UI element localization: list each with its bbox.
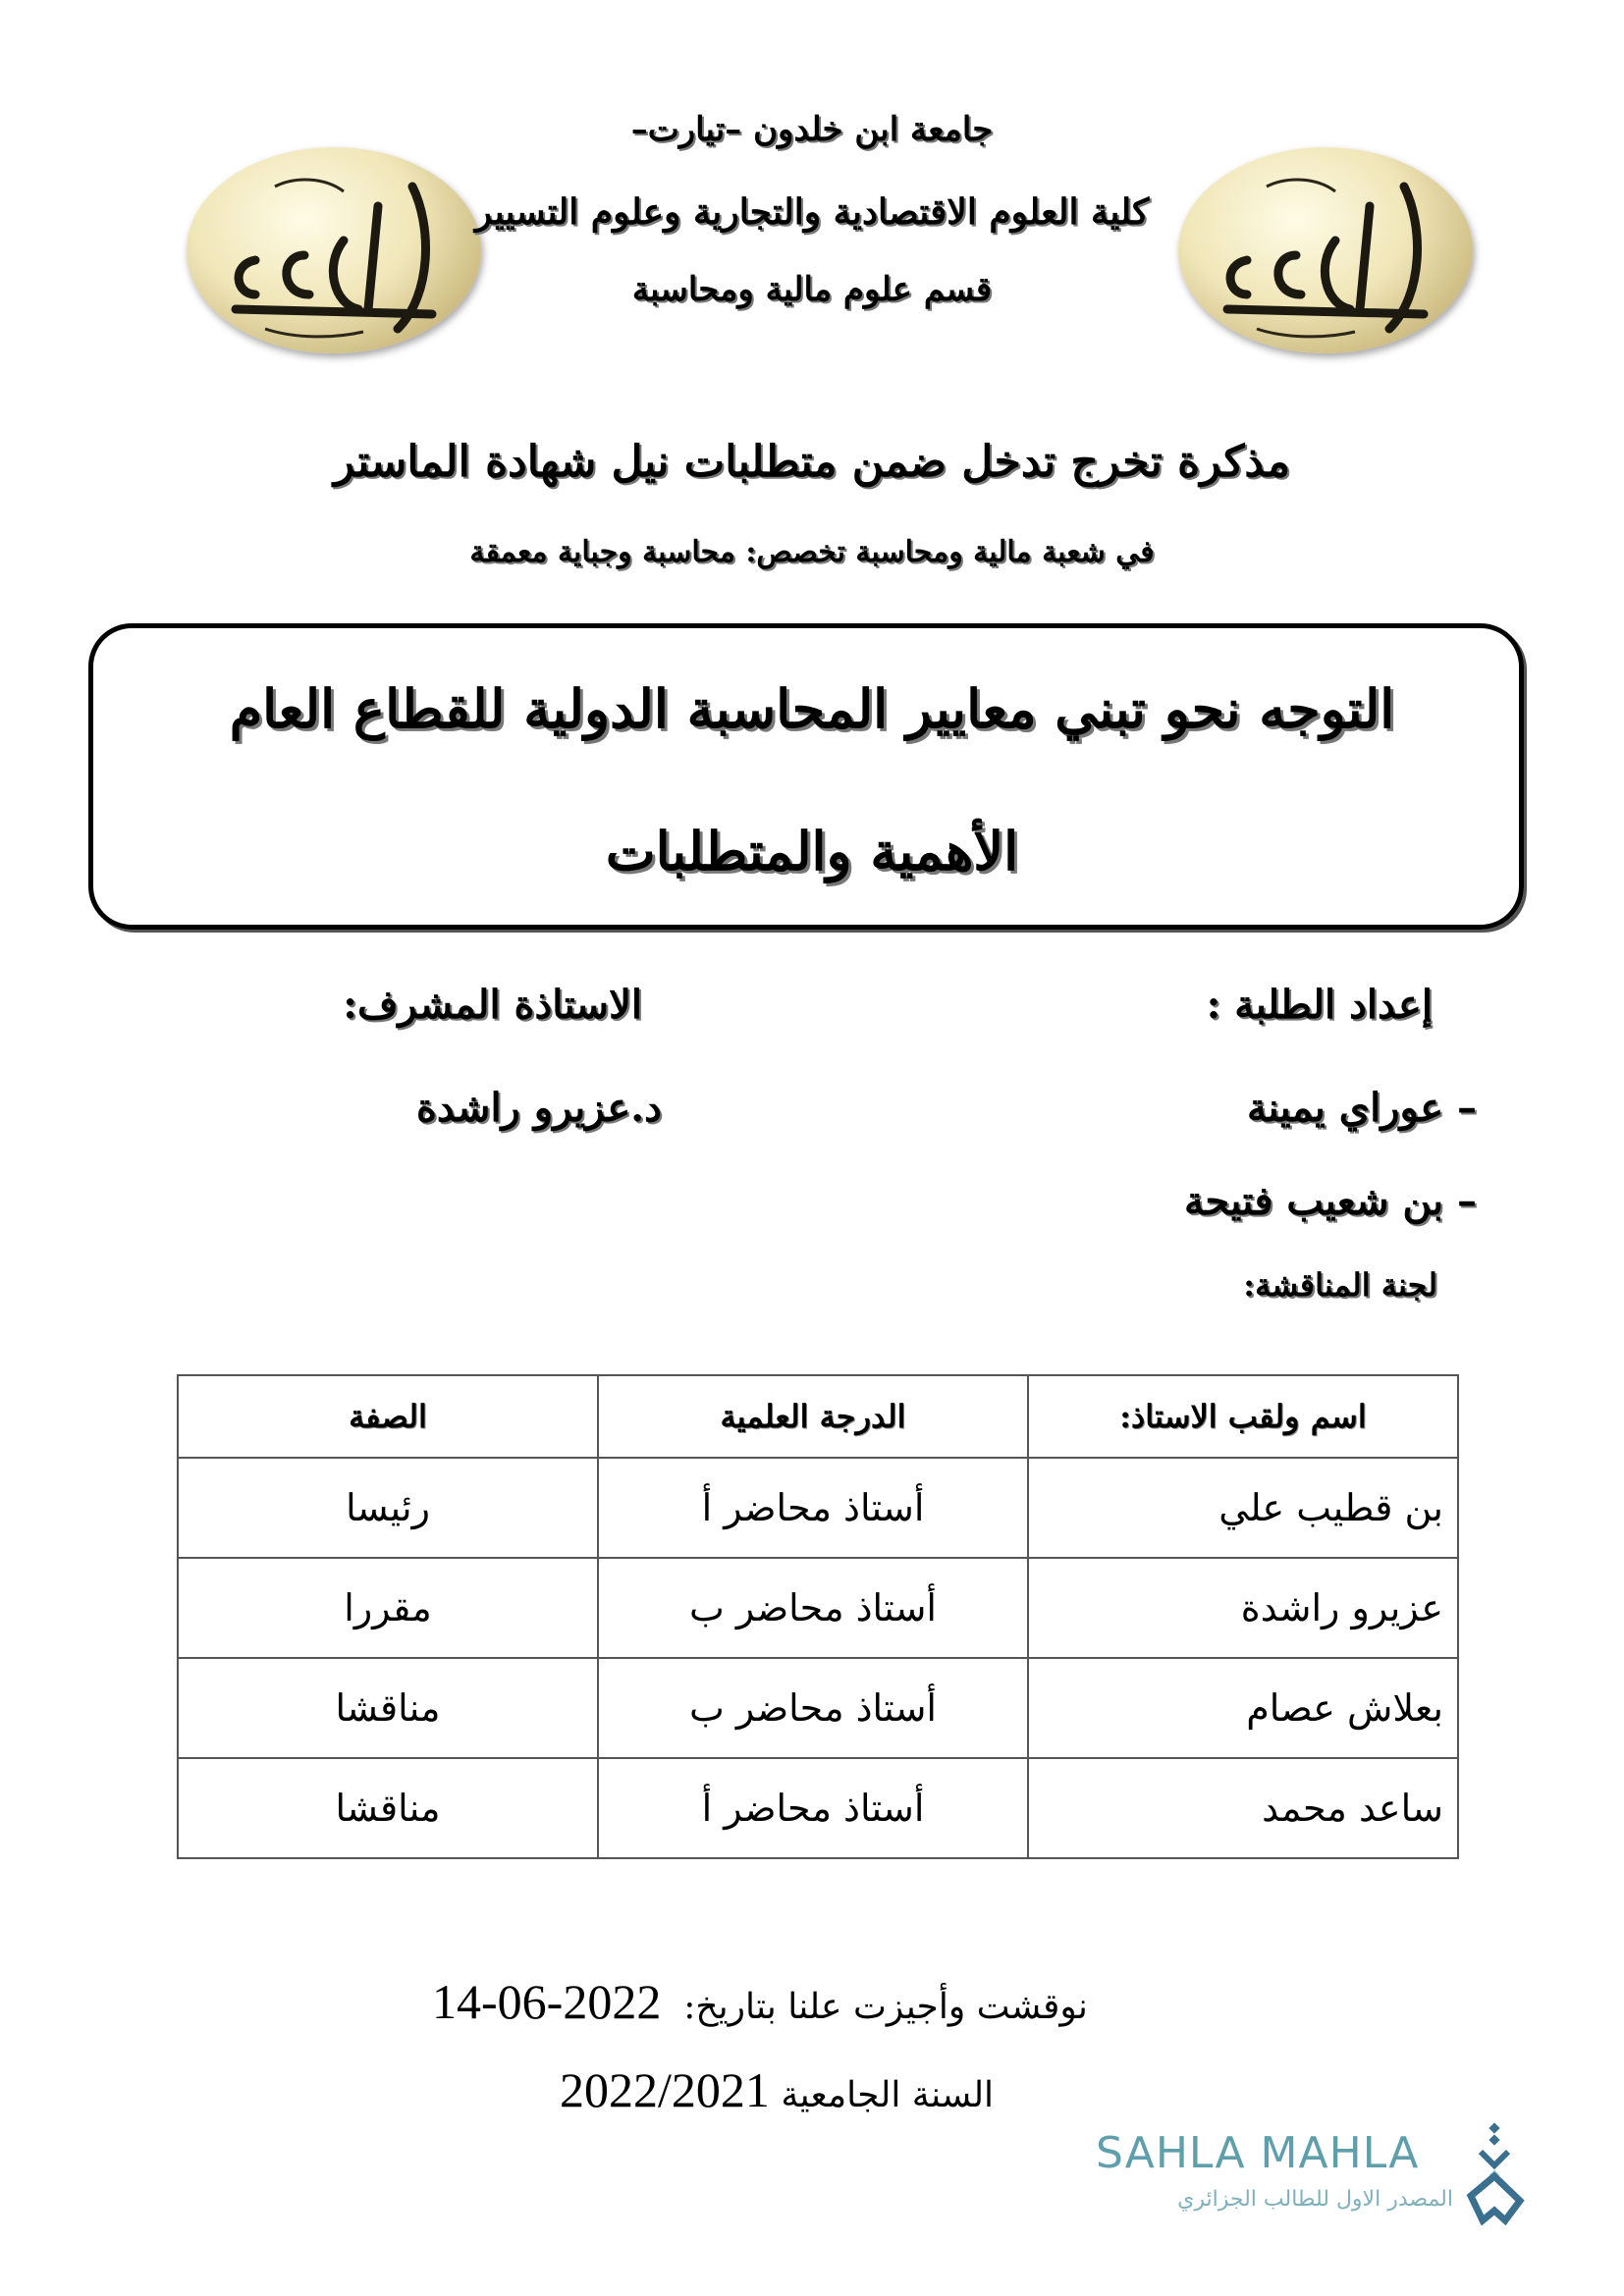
- member-role: مقررا: [178, 1558, 598, 1658]
- students-label: إعداد الطلبة :: [1206, 982, 1433, 1028]
- thesis-title-box: [88, 623, 1524, 930]
- defense-date: 2022-06-14: [432, 1974, 662, 2029]
- watermark-brand: SAHLA MAHLA: [1096, 2128, 1420, 2178]
- academic-year-line: [560, 2061, 994, 2118]
- defense-date-line: [432, 1973, 1088, 2030]
- year-label: السنة الجامعية: [781, 2075, 995, 2115]
- member-role: رئيسا: [178, 1458, 598, 1558]
- defense-label: نوقشت وأجيزت علنا بتاريخ:: [683, 1987, 1088, 2027]
- university-name: جامعة ابن خلدون –تيارت–: [630, 110, 994, 149]
- table-header-row: [178, 1375, 1458, 1458]
- header-rank: الدرجة العلمية: [598, 1375, 1028, 1458]
- member-rank: أستاذ محاضر أ: [598, 1458, 1028, 1558]
- thesis-title-line1: التوجه نحو تبني معايير المحاسبة الدولية للقطاع العام: [229, 677, 1395, 740]
- member-rank: أستاذ محاضر ب: [598, 1658, 1028, 1758]
- member-role: مناقشا: [178, 1658, 598, 1758]
- table-row: [178, 1558, 1458, 1658]
- header-role: الصفة: [178, 1375, 598, 1458]
- member-name: بن قطيب علي: [1028, 1458, 1458, 1558]
- member-name: عزيرو راشدة: [1028, 1558, 1458, 1658]
- faculty-name: كلية العلوم الاقتصادية والتجارية وعلوم التسيير: [474, 191, 1150, 233]
- degree-heading: مذكرة تخرج تدخل ضمن متطلبات نيل شهادة الماستر: [333, 437, 1291, 487]
- student-name-2: – بن شعيب فتيحة: [1183, 1178, 1477, 1224]
- member-rank: أستاذ محاضر أ: [598, 1758, 1028, 1858]
- student-name-1: – عوراي يمينة: [1247, 1085, 1477, 1131]
- department-name: قسم علوم مالية ومحاسبة: [631, 270, 993, 309]
- thesis-title-line2: الأهمية والمتطلبات: [605, 820, 1019, 882]
- member-name: ساعد محمد: [1028, 1758, 1458, 1858]
- watermark-tagline: المصدر الاول للطالب الجزائري: [1177, 2187, 1453, 2212]
- academic-year: 2022/2021: [560, 2062, 770, 2117]
- table-row: [178, 1458, 1458, 1558]
- member-role: مناقشا: [178, 1758, 598, 1858]
- supervisor-name: د.عزيرو راشدة: [415, 1085, 662, 1131]
- sahla-mahla-watermark: [1090, 2120, 1551, 2228]
- calligraphy-emblem-icon: [187, 147, 481, 353]
- committee-label: لجنة المناقشة:: [1243, 1266, 1437, 1304]
- sahla-mahla-logo-icon: [1461, 2122, 1530, 2225]
- committee-table: [177, 1374, 1459, 1859]
- university-logo-right: [1178, 147, 1473, 353]
- member-rank: أستاذ محاضر ب: [598, 1558, 1028, 1658]
- header-name: اسم ولقب الاستاذ:: [1028, 1375, 1458, 1458]
- member-name: بعلاش عصام: [1028, 1658, 1458, 1758]
- university-logo-left: [187, 147, 481, 353]
- table-row: [178, 1758, 1458, 1858]
- specialization: في شعبة مالية ومحاسبة تخصص: محاسبة وجباية معمقة: [469, 535, 1155, 569]
- supervisor-label: الاستاذة المشرف:: [343, 982, 642, 1028]
- table-row: [178, 1658, 1458, 1758]
- calligraphy-emblem-icon: [1178, 147, 1473, 353]
